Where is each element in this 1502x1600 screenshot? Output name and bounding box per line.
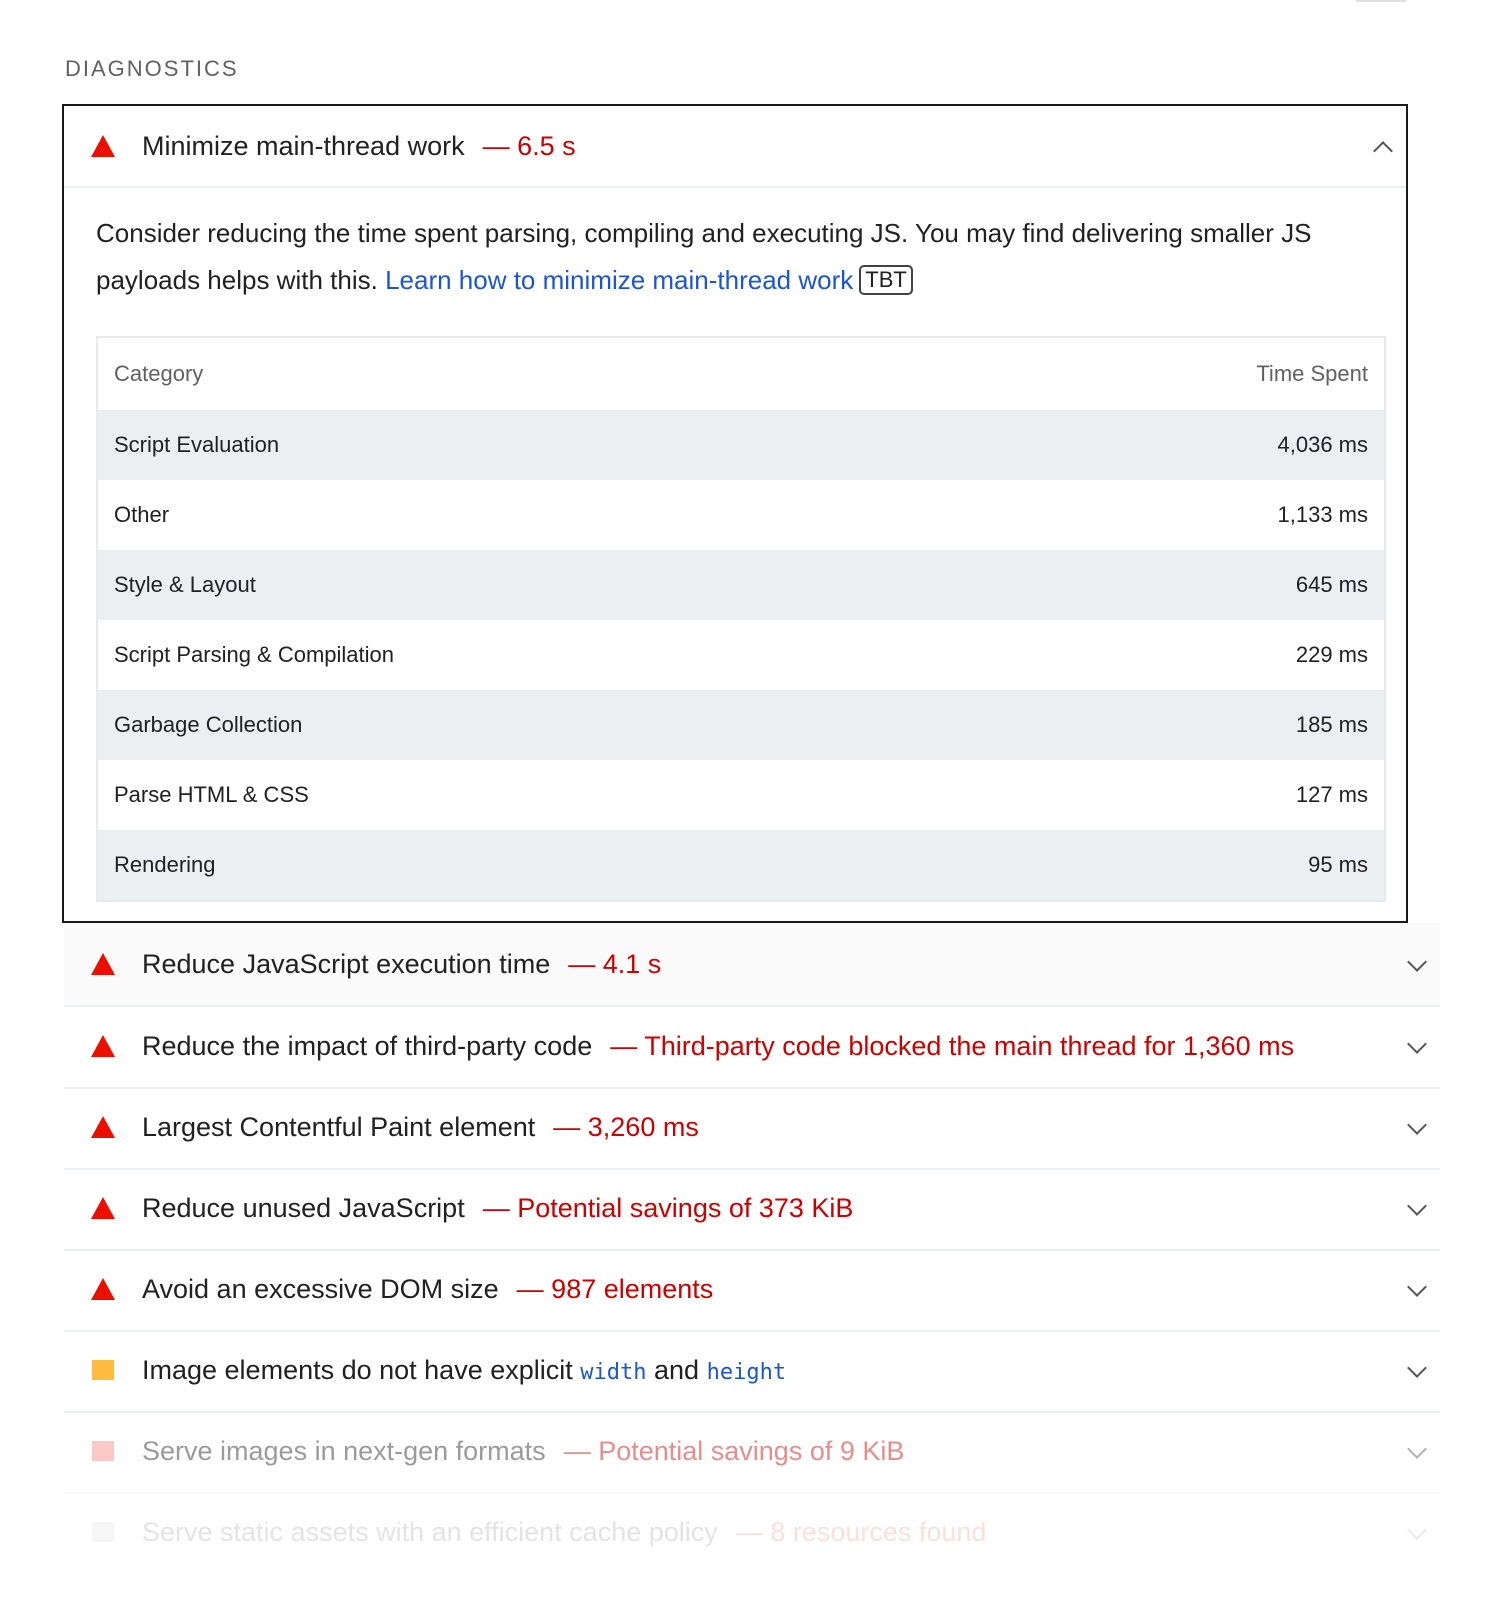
fail-triangle-icon: [64, 135, 142, 157]
code-width: width: [580, 1359, 647, 1385]
audit-header[interactable]: [64, 1410, 1440, 1492]
description-text: Consider reducing the time spent parsing, compiling and executing JS. You may find delivering smaller JS payloads helps with this.: [96, 218, 1312, 295]
chevron-down-icon[interactable]: [1407, 952, 1427, 972]
chevron-down-icon[interactable]: [1407, 1115, 1427, 1135]
audit-header[interactable]: [64, 923, 1440, 1005]
audit-title: [142, 1355, 786, 1386]
audit-title: Reduce the impact of third-party code: [142, 1030, 593, 1061]
header-time-spent: Time Spent: [1256, 361, 1368, 386]
details-table: [96, 336, 1386, 902]
fail-triangle-icon: [64, 1278, 142, 1300]
audit-third-party-code[interactable]: [64, 1005, 1440, 1089]
audit-header[interactable]: [64, 1005, 1440, 1087]
metric-badge: TBT: [859, 265, 913, 295]
row-category: Other: [114, 502, 170, 527]
row-time: 1,133 ms: [1277, 502, 1368, 527]
audit-header[interactable]: [64, 1167, 1440, 1249]
audit-dom-size[interactable]: [64, 1248, 1440, 1332]
average-square-icon: [64, 1360, 142, 1380]
audit-header[interactable]: [64, 106, 1406, 188]
average-square-icon: [64, 1522, 142, 1542]
table-row: [98, 760, 1384, 830]
title-and: and: [654, 1354, 700, 1385]
audit-title: Serve static assets with an efficient cache policy: [142, 1516, 718, 1547]
chevron-down-icon[interactable]: [1407, 1196, 1427, 1216]
audit-display-value: — 8 resources found: [736, 1517, 987, 1548]
audit-display-value: — 987 elements: [517, 1274, 714, 1305]
row-time: 127 ms: [1295, 782, 1368, 807]
title-prefix: Image elements do not have explicit: [142, 1354, 573, 1385]
row-time: 645 ms: [1295, 572, 1368, 597]
audit-title: Reduce unused JavaScript: [142, 1192, 465, 1223]
table-row: [98, 620, 1384, 690]
audit-display-value: — 4.1 s: [568, 949, 661, 980]
audit-cache-policy[interactable]: [64, 1491, 1440, 1573]
row-category: Parse HTML & CSS: [114, 782, 309, 807]
header-category: Category: [114, 361, 204, 386]
row-time: 95 ms: [1308, 852, 1368, 877]
audit-header[interactable]: [64, 1329, 1440, 1411]
row-time: 229 ms: [1295, 642, 1368, 667]
learn-more-link[interactable]: Learn how to minimize main-thread work: [385, 265, 854, 295]
top-divider: [1356, 0, 1406, 2]
audit-display-value: — 6.5 s: [483, 131, 576, 162]
table-row: [98, 480, 1384, 550]
table-row: [98, 690, 1384, 760]
audit-display-value: — Third-party code blocked the main thread for 1,360 ms: [610, 1031, 1294, 1062]
chevron-down-icon[interactable]: [1407, 1358, 1427, 1378]
row-time: 4,036 ms: [1277, 432, 1368, 457]
fail-triangle-icon: [64, 1116, 142, 1138]
audit-title: Reduce JavaScript execution time: [142, 948, 551, 979]
audit-header[interactable]: [64, 1491, 1440, 1573]
row-time: 185 ms: [1295, 712, 1368, 737]
row-category: Script Parsing & Compilation: [114, 642, 395, 667]
audit-title: Largest Contentful Paint element: [142, 1111, 536, 1142]
fail-triangle-icon: [64, 1035, 142, 1057]
audit-header[interactable]: [64, 1086, 1440, 1168]
table-row: [98, 410, 1384, 480]
audit-minimize-main-thread-work: [62, 104, 1408, 923]
audit-display-value: — Potential savings of 373 KiB: [483, 1193, 854, 1224]
table-row: [98, 550, 1384, 620]
row-category: Rendering: [114, 852, 216, 877]
chevron-down-icon[interactable]: [1407, 1439, 1427, 1459]
code-height: height: [706, 1359, 787, 1385]
audit-title: Avoid an excessive DOM size: [142, 1273, 499, 1304]
audit-display-value: — Potential savings of 9 KiB: [564, 1436, 905, 1467]
fail-triangle-icon: [64, 1197, 142, 1219]
audit-description: [64, 188, 1406, 304]
section-title: DIAGNOSTICS: [65, 56, 239, 81]
row-category: Script Evaluation: [114, 432, 280, 457]
table-header: [98, 338, 1384, 410]
chevron-down-icon[interactable]: [1407, 1034, 1427, 1054]
audit-title: Minimize main-thread work: [142, 130, 465, 161]
fail-triangle-icon: [64, 953, 142, 975]
audit-image-dimensions[interactable]: [64, 1329, 1440, 1413]
fail-square-icon: [64, 1441, 142, 1461]
audit-display-value: — 3,260 ms: [553, 1112, 699, 1143]
row-category: Style & Layout: [114, 572, 256, 597]
chevron-down-icon[interactable]: [1407, 1520, 1427, 1540]
audit-lcp-element[interactable]: [64, 1086, 1440, 1170]
table-row: [98, 830, 1384, 900]
audit-next-gen-formats[interactable]: [64, 1410, 1440, 1494]
audit-header[interactable]: [64, 1248, 1440, 1330]
chevron-up-icon[interactable]: [1373, 141, 1393, 161]
audit-reduce-js-execution-time[interactable]: [64, 923, 1440, 1007]
row-category: Garbage Collection: [114, 712, 303, 737]
audit-title: Serve images in next-gen formats: [142, 1435, 546, 1466]
audit-unused-javascript[interactable]: [64, 1167, 1440, 1251]
chevron-down-icon[interactable]: [1407, 1277, 1427, 1297]
